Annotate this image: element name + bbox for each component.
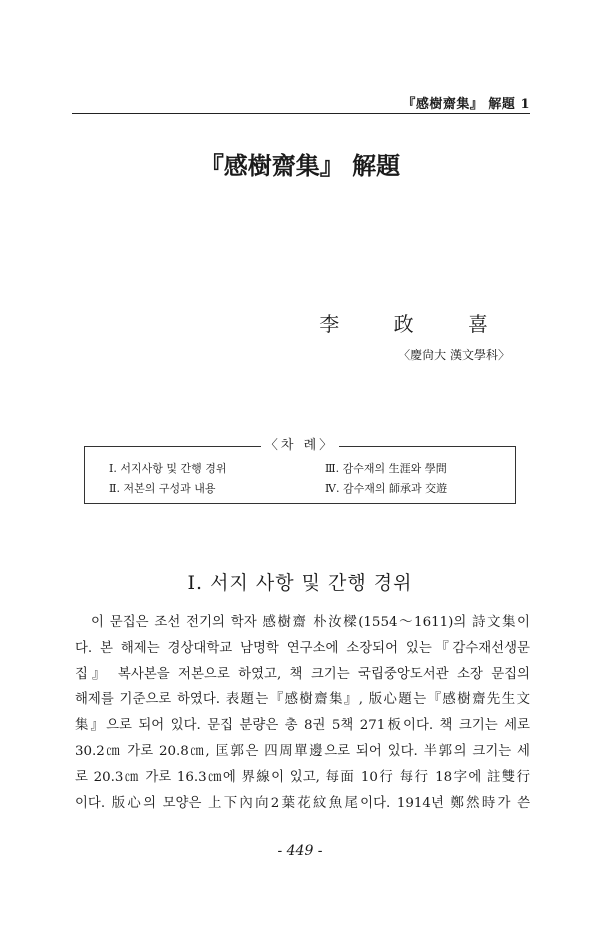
body-line: 로 20.3㎝ 가로 16.3㎝에 界線이 있고, 每面 10行 每行 18字에 註雙行: [75, 769, 530, 785]
toc-item-2: Ⅱ. 저본의 구성과 내용: [109, 482, 216, 495]
body-line: 다. 본 해제는 경상대학교 남명학 연구소에 소장되어 있는『감수재선생문: [75, 640, 530, 656]
section-heading: Ⅰ. 서지 사항 및 간행 경위: [187, 572, 413, 594]
body-paragraph: [75, 610, 530, 816]
toc-item-4: Ⅳ. 감수재의 師承과 交遊: [325, 482, 448, 495]
table-of-contents: [84, 438, 516, 504]
author-affiliation: 〈慶尙大 漢文學科〉: [398, 348, 510, 362]
body-line: 集』으로 되어 있다. 문집 분량은 총 8권 5책 271板이다. 책 크기는 세로: [75, 718, 530, 734]
toc-item-3: Ⅲ. 감수재의 生涯와 學問: [325, 462, 447, 475]
body-line: 이 문집은 조선 전기의 학자 感樹齋 朴汝樑(1554～1611)의 詩文集이: [91, 615, 530, 630]
running-head: 『感樹齋集』 解題 1: [402, 97, 530, 112]
body-line: 30.2㎝ 가로 20.8㎝, 匡郭은 四周單邊으로 되어 있다. 半郭의 크기는 세: [75, 743, 530, 759]
toc-header-label: 〈차 례〉: [261, 438, 339, 453]
body-line: 이다. 版心의 모양은 上下內向2葉花紋魚尾이다. 1914년 鄭然時가 쓴: [75, 795, 530, 811]
body-line: 해제를 기준으로 하였다. 表題는『感樹齋集』, 版心題는『感樹齋先生文: [75, 692, 530, 708]
page-number: - 449 -: [277, 843, 323, 859]
page-title: 『感樹齋集』 解題: [199, 151, 401, 180]
body-line: 집』 복사본을 저본으로 하였고, 책 크기는 국립중앙도서관 소장 문집의: [75, 666, 530, 682]
header-rule: [72, 113, 530, 114]
toc-item-1: Ⅰ. 서지사항 및 간행 경위: [109, 462, 227, 475]
author-name: 李 政 喜: [319, 312, 512, 336]
toc-header: [85, 437, 515, 455]
